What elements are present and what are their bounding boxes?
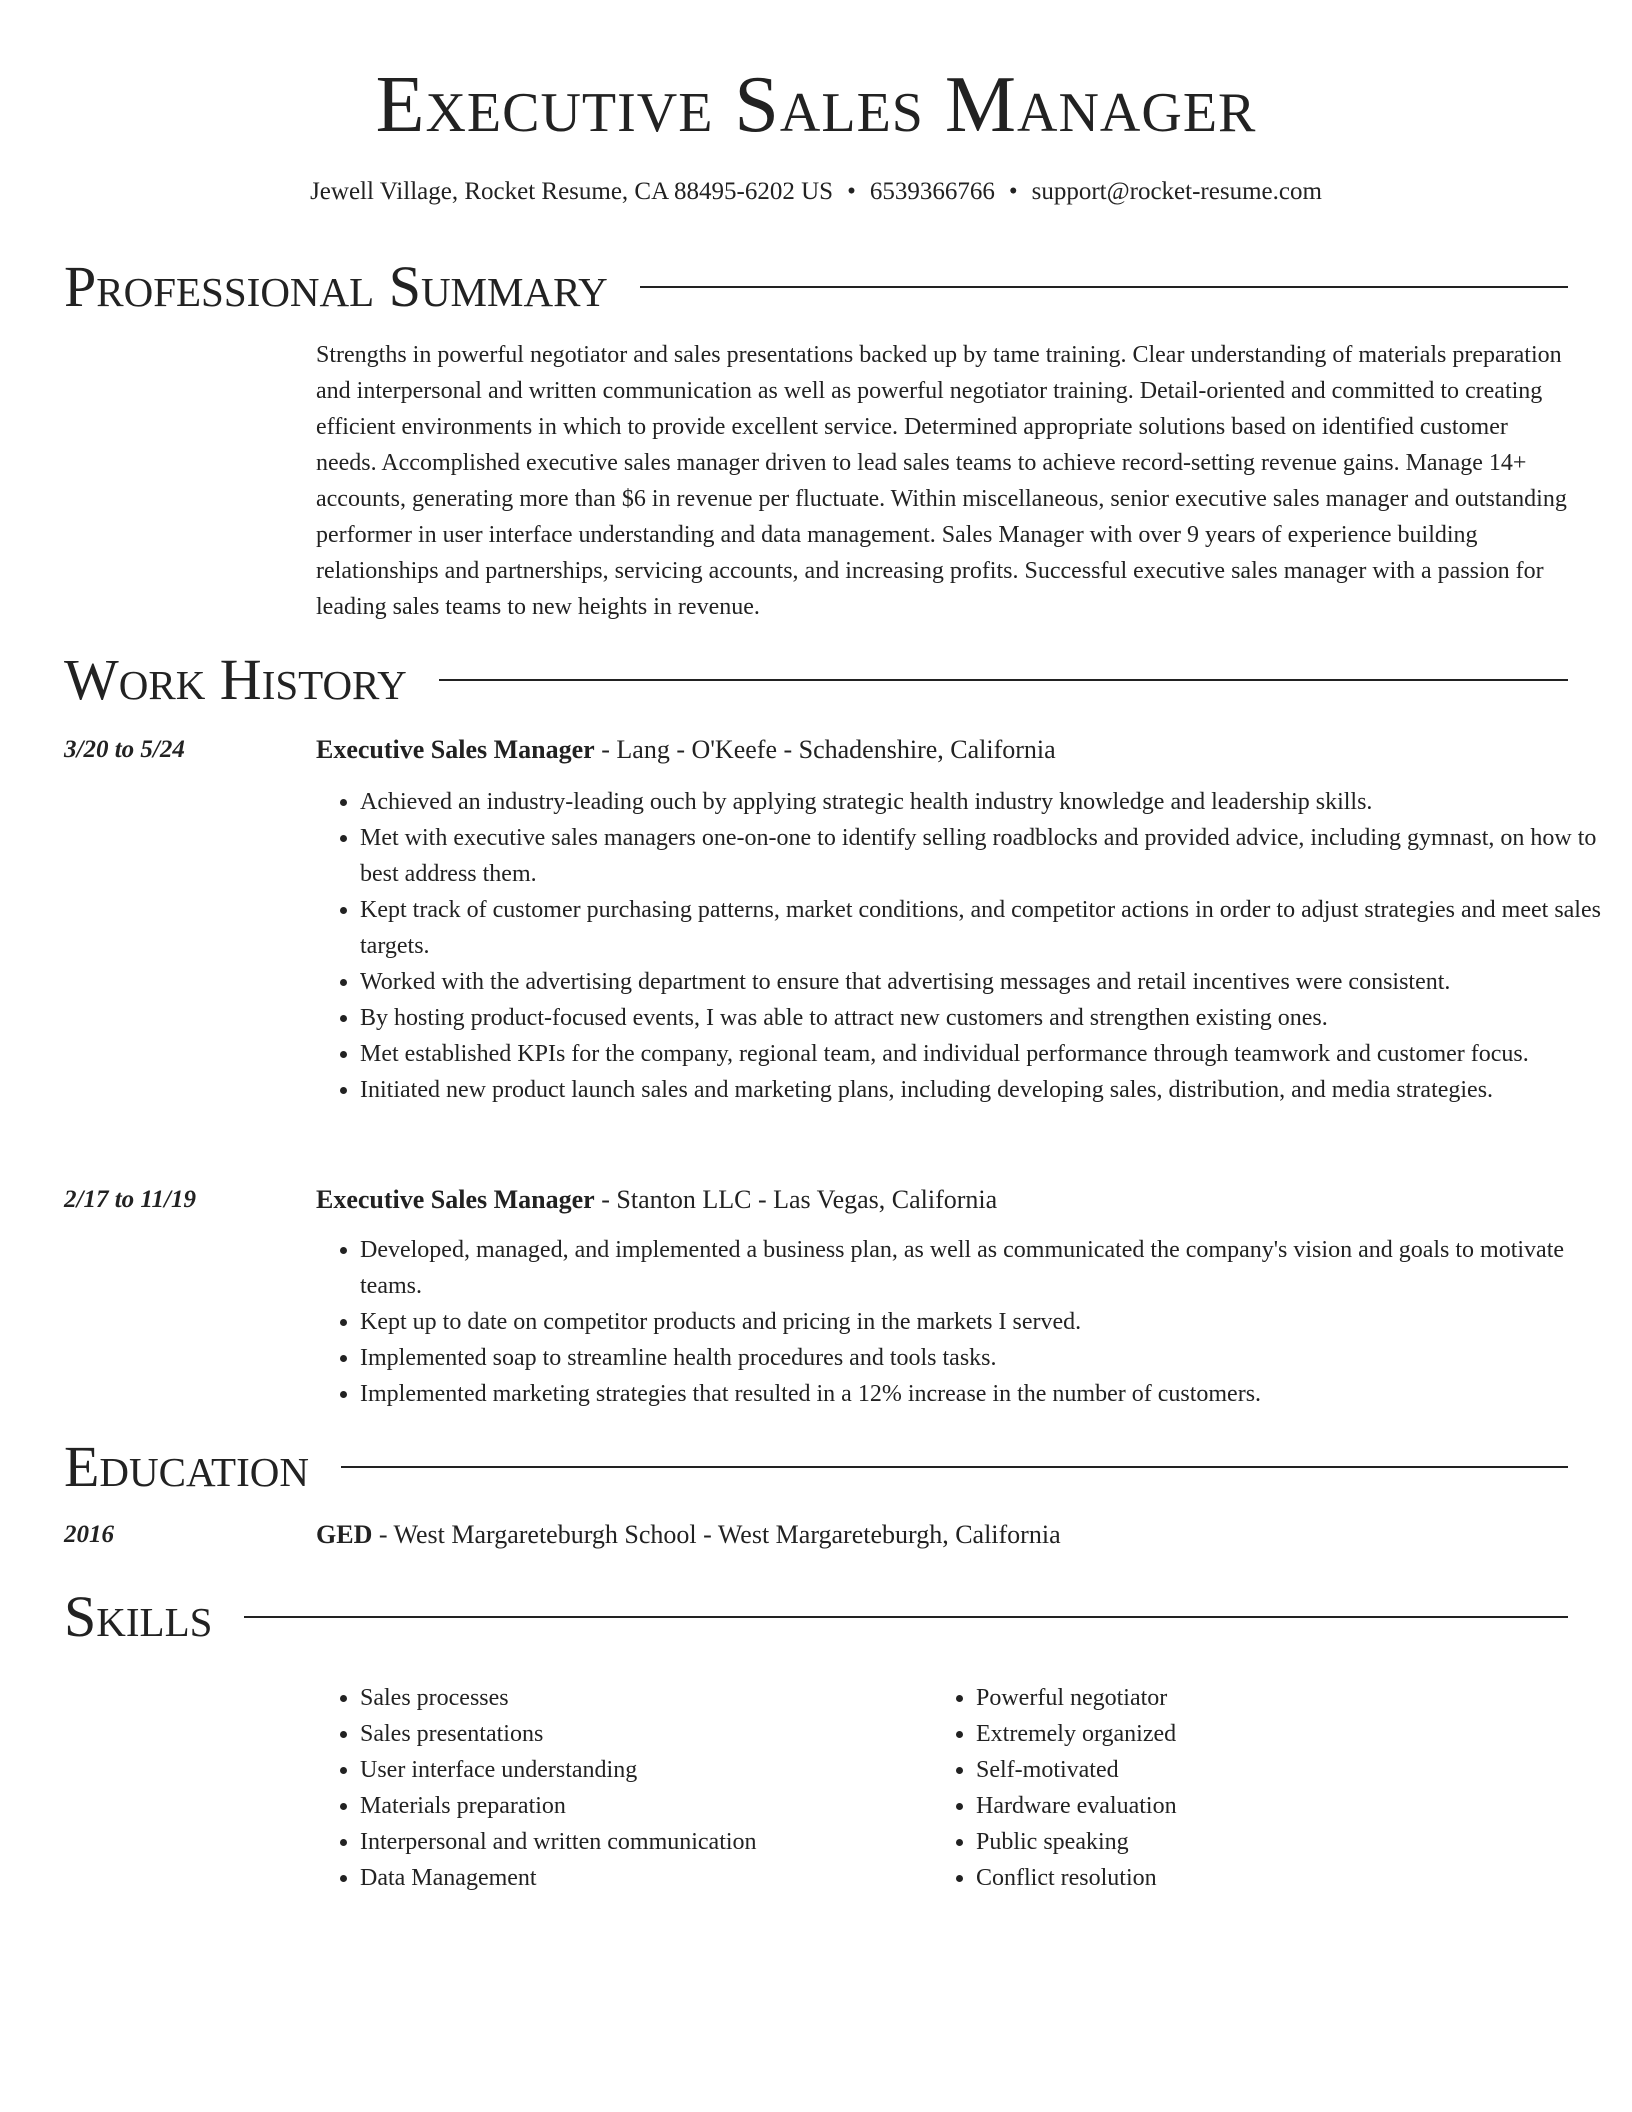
contact-separator: •	[1008, 178, 1018, 205]
job-bullet: • Implemented soap to streamline health procedures and tools tasks.	[360, 1340, 1612, 1376]
skill-item: • Extremely organized	[976, 1716, 1536, 1752]
skills-section-header	[64, 1585, 1568, 1649]
job-heading	[316, 1184, 1568, 1216]
contact-email: support@rocket-resume.com	[1031, 178, 1322, 205]
job-bullet: • Kept up to date on competitor products and pricing in the markets I served.	[360, 1304, 1612, 1340]
skill-item: • Materials preparation	[360, 1788, 920, 1824]
education-school: - West Margareteburgh School - West Margareteburgh, California	[372, 1520, 1061, 1549]
skill-item: • Conflict resolution	[976, 1860, 1536, 1896]
job-role: Executive Sales Manager	[316, 735, 595, 764]
education-year: 2016	[64, 1521, 114, 1548]
work-section-title: Work History	[64, 647, 407, 712]
skills-list-right	[932, 1680, 1536, 1896]
job-bullet: • Developed, managed, and implemented a business plan, as well as communicated the company's vision and goals to motivate teams.	[360, 1232, 1612, 1304]
skill-item: • Hardware evaluation	[976, 1788, 1536, 1824]
contact-separator: •	[847, 178, 856, 205]
job-company: - Lang - O'Keefe - Schadenshire, California	[594, 735, 1056, 764]
skill-item: • Powerful negotiator	[976, 1680, 1536, 1716]
job-bullets	[316, 1232, 1612, 1412]
contact-phone: 6539366766	[869, 178, 995, 205]
job-role: Executive Sales Manager	[316, 1185, 595, 1214]
education-degree: GED	[316, 1520, 373, 1549]
resume-name: Executive Sales Manager	[375, 61, 1257, 149]
skill-item: • Data Management	[360, 1860, 920, 1896]
contact-address: Jewell Village, Rocket Resume, CA 88495-6202 US	[310, 178, 834, 205]
section-divider	[244, 1616, 1568, 1618]
contact-line	[0, 176, 1632, 208]
job-company: - Stanton LLC - Las Vegas, California	[594, 1185, 998, 1214]
education-section-header	[64, 1435, 1568, 1499]
job-bullet: • Implemented marketing strategies that resulted in a 12% increase in the number of customers.	[360, 1376, 1612, 1412]
skill-item: • Public speaking	[976, 1824, 1536, 1860]
skill-item: • Self-motivated	[976, 1752, 1536, 1788]
skill-item: • User interface understanding	[360, 1752, 920, 1788]
section-divider	[341, 1466, 1568, 1468]
skill-item: • Interpersonal and written communication	[360, 1824, 920, 1860]
education-heading	[316, 1519, 1568, 1551]
job-bullet: • Met with executive sales managers one-on-one to identify selling roadblocks and provided advice, including gymnast, on how to best address them.	[360, 820, 1612, 892]
skill-item: • Sales processes	[360, 1680, 920, 1716]
work-section-header	[64, 648, 1568, 712]
skill-item: • Sales presentations	[360, 1716, 920, 1752]
education-section-title: Education	[64, 1434, 309, 1499]
skills-section-title: Skills	[64, 1584, 213, 1649]
job-bullet: • Met established KPIs for the company, regional team, and individual performance through teamwork and customer focus.	[360, 1036, 1612, 1072]
job-bullet: • By hosting product-focused events, I was able to attract new customers and strengthen existing ones.	[360, 1000, 1612, 1036]
job-bullet: • Initiated new product launch sales and marketing plans, including developing sales, distribution, and media strategies.	[360, 1072, 1612, 1108]
job-bullet: • Kept track of customer purchasing patterns, market conditions, and competitor actions in order to adjust strategies and meet sales targets.	[360, 892, 1612, 964]
job-bullet: • Worked with the advertising department to ensure that advertising messages and retail incentives were consistent.	[360, 964, 1612, 1000]
job-dates: 2/17 to 11/19	[64, 1186, 196, 1213]
job-bullet: • Achieved an industry-leading ouch by applying strategic health industry knowledge and leadership skills.	[360, 784, 1612, 820]
job-dates: 3/20 to 5/24	[64, 736, 185, 763]
summary-section-title: Professional Summary	[64, 254, 608, 319]
summary-section-header	[64, 255, 1568, 319]
skills-list-left	[316, 1680, 920, 1896]
job-heading	[316, 734, 1568, 766]
summary-text: Strengths in powerful negotiator and sales presentations backed up by tame training. Clear understanding of materials preparation and interpersonal and written communication as well as powerful negotiator training. Detail-oriented and committed to creating efficient environments in which to provide excellent service. Determined appropriate solutions based on identified customer needs. Accomplished executive sales manager driven to lead sales teams to achieve record-setting revenue gains. Manage 14+ accounts, generating more than $6 in revenue per fluctuate. Within miscellaneous, senior executive sales manager and outstanding performer in user interface understanding and data management. Sales Manager with over 9 years of experience building relationships and partnerships, servicing accounts, and increasing profits. Successful executive sales manager with a passion for leading sales teams to new heights in revenue.	[316, 342, 1567, 620]
section-divider	[439, 679, 1568, 681]
job-bullets	[316, 784, 1612, 1108]
section-divider	[640, 286, 1568, 288]
